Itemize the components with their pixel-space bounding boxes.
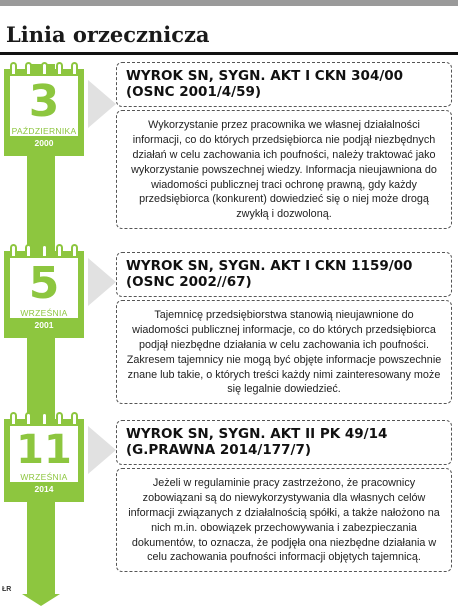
- pointer-arrow-icon: [88, 426, 116, 474]
- ruling-signature: WYROK SN, SYGN. AKT I CKN 304/00: [126, 68, 404, 84]
- date-month: WRZEŚNIA: [20, 308, 68, 318]
- date-day: 11: [16, 427, 72, 473]
- ruling-heading: [116, 420, 452, 465]
- date-year: 2014: [10, 482, 78, 496]
- top-rule: [0, 0, 458, 6]
- date-card: [4, 258, 84, 338]
- ruling-summary: Jeżeli w regulaminie pracy zastrzeżono, że pracownicy zobowiązani są do niewykorzystywania dla własnych celów informacji związanych z działalnością spółki, a także nałożono na nich m.in. obowiązek przechowywania i zabezpieczania dokumentów, to oznacza, że podjęła ona niezbędne działania w celu zachowania poufności informacji objętych tajemnicą.: [116, 468, 452, 572]
- ruling-heading: [116, 62, 452, 107]
- calendar-rings: [4, 62, 84, 76]
- author-credit: ŁR: [2, 586, 12, 593]
- pointer-arrow-icon: [88, 80, 116, 128]
- ruling-source: (OSNC 2001/4/59): [126, 84, 262, 101]
- calendar-icon: [4, 244, 84, 338]
- ruling-entry: [116, 62, 452, 229]
- calendar-icon: [4, 62, 84, 156]
- pointer-arrow-icon: [88, 258, 116, 306]
- date-month: PAŹDZIERNIKA: [11, 126, 77, 136]
- date-card: [4, 76, 84, 156]
- ruling-heading: [116, 252, 452, 297]
- ruling-source: (G.PRAWNA 2014/177/7): [126, 442, 312, 459]
- page-title: Linia orzecznicza: [6, 22, 210, 47]
- ruling-signature: WYROK SN, SYGN. AKT I CKN 1159/00: [126, 258, 413, 274]
- date-year: 2000: [10, 136, 78, 150]
- date-month: WRZEŚNIA: [20, 472, 68, 482]
- calendar-rings: [4, 412, 84, 426]
- ruling-entry: [116, 420, 452, 572]
- ruling-entry: [116, 252, 452, 404]
- calendar-icon: [4, 412, 84, 502]
- date-day: 3: [28, 76, 60, 127]
- ruling-summary: Tajemnicę przedsiębiorstwa stanowią nieujawnione do wiadomości publicznej informacje, co do których przedsiębiorca podjął niezbędne działania w celu zachowania ich poufności. Zakresem tajemnicy nie mogą być objęte informacje powszechnie znane lub takie, o których treści każdy nimi zainteresowany może się legalnie dowiedzieć.: [116, 300, 452, 404]
- title-rule: [0, 52, 458, 55]
- ruling-source: (OSNC 2002//67): [126, 274, 252, 291]
- calendar-rings: [4, 244, 84, 258]
- ruling-summary: Wykorzystanie przez pracownika we własnej działalności informacji, co do których przedsiębiorca nie podjął niezbędnych działań w celu zachowania ich poufności, należy traktować jako wykorzystanie powszechnej wiedzy. Informacja nieujawniona do wiadomości publicznej traci ochronę prawną, gdy każdy przedsiębiorca (konkurent) dowiedzieć się o niej może drogą zwykłą i dozwoloną.: [116, 110, 452, 229]
- timeline-arrow-icon: [22, 594, 60, 606]
- date-year: 2001: [10, 318, 78, 332]
- date-day: 5: [28, 258, 60, 309]
- date-card: [4, 426, 84, 502]
- ruling-signature: WYROK SN, SYGN. AKT II PK 49/14: [126, 426, 388, 442]
